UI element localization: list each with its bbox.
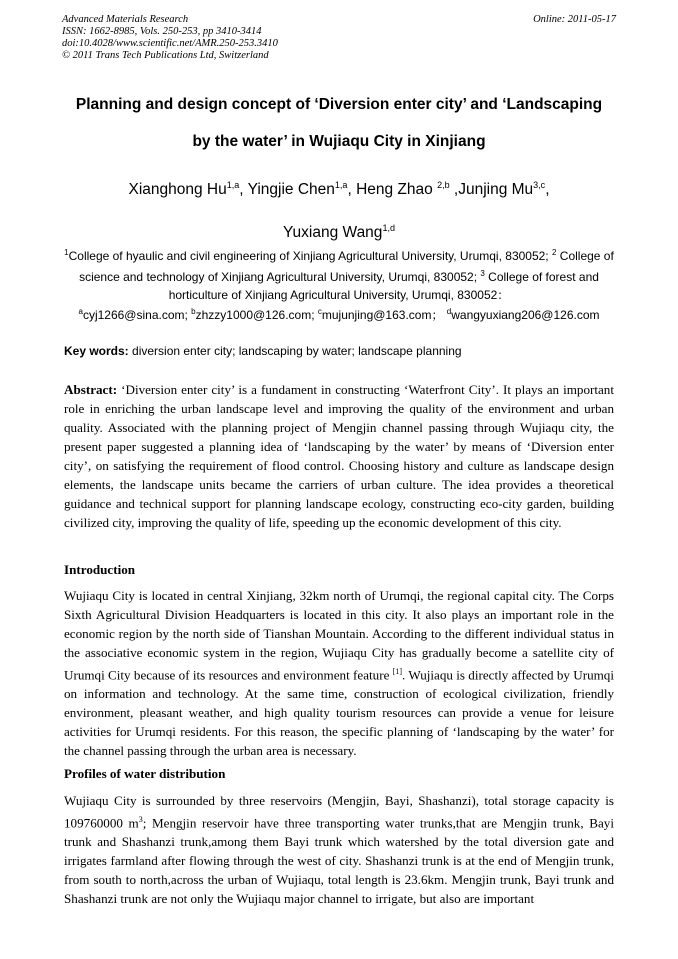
online-date: Online: 2011-05-17 <box>533 14 616 25</box>
copyright-line: © 2011 Trans Tech Publications Ltd, Switzerland <box>62 50 269 61</box>
issn-line: ISSN: 1662-8985, Vols. 250-253, pp 3410-3414 <box>62 26 262 37</box>
author-sep: , <box>347 181 357 199</box>
author-affil: 1,d <box>382 223 395 234</box>
author-name: Xianghong Hu <box>128 181 227 199</box>
email-list <box>55 304 623 323</box>
affiliations <box>55 244 623 304</box>
author-name: Junjing Mu <box>458 181 534 199</box>
email-sup: d <box>446 307 452 316</box>
citation-ref[interactable]: [1] <box>392 667 403 676</box>
author-affil: 1,a <box>226 180 240 190</box>
author-name: Yuxiang Wang <box>283 224 383 242</box>
email-sup: a <box>78 307 83 316</box>
introduction-heading: Introduction <box>64 562 136 577</box>
profiles-text-2: ; Mengjin reservoir have three transporting water trunks,that are Mengjin trunk, Bayi trunk and Shashanzi trunk,among them Bayi trunk which watershed by the total diversion gate and irrigates farmland after flowing through the west of city. Shashanzi trunk is at the end of Mengjin trunk, from south to north,across the urban of Wujiaqu, total length is 23.6km. Mengjin trunk, Bayi trunk and Shashanzi trunk are not only the Wujiaqu major channel to irrigate, but also are important <box>64 815 614 907</box>
author-list <box>50 166 628 252</box>
doi-line: doi:10.4028/www.scientific.net/AMR.250-253.3410 <box>62 38 278 49</box>
email-address[interactable]: cyj1266@sina.com; <box>82 308 192 322</box>
author-affil: 3,c <box>533 180 546 190</box>
email-address[interactable]: mujunjing@163.com； <box>321 308 447 322</box>
author-sep: , <box>239 181 248 199</box>
affil-text: College of science and technology of Xinjiang Agricultural University, Urumqi, 830052; <box>79 249 614 284</box>
email-address[interactable]: wangyuxiang206@126.com <box>451 308 600 322</box>
paper-title <box>50 86 628 160</box>
abstract-text: ‘Diversion enter city’ is a fundament in constructing ‘Waterfront City’. It plays an important role in enriching the urban landscape level and improving the quality of the environment and urban quality. Associated with the planning project of Mengjin channel passing through Wujiaqu city, the present paper suggested a planning idea of ‘landscaping by the water’ by means of ‘Diversion enter city’, on satisfying the requirement of flood control. Choosing history and culture as landscape design elements, the landscape units became the carriers of urban culture. The idea provides a theoretical guidance and technical support for planning landscape ecology, constructing eco-city garden, building civilized city, improving the quality of life, speeding up the economic development of this city. <box>64 382 614 530</box>
unit-exponent: 3 <box>138 815 143 824</box>
abstract <box>64 380 614 532</box>
journal-name: Advanced Materials Research <box>62 14 189 25</box>
affil-text: College of hyaulic and civil engineering of Xinjiang Agricultural University, Urumqi, 830052; <box>68 249 552 263</box>
author-sep: , <box>545 181 550 199</box>
email-address[interactable]: zhzzy1000@126.com; <box>195 308 318 322</box>
journal-header <box>62 14 616 62</box>
affil-text: College of forest and horticulture of Xinjiang Agricultural University, Urumqi, 830052： <box>168 270 599 302</box>
affil-sup: 1 <box>64 248 69 257</box>
intro-text-2: . Wujiaqu is directly affected by Urumqi on information and technology. At the same time, construction of ecological civilization, friendly environment, pleasant weather, and high quality tourism resources can provide a venue for leisure activities for Urumqi residents. For this reason, the specific planning of ‘landscaping by the water’ for the channel passing through the urban area is necessary. <box>64 667 614 759</box>
email-sup: b <box>191 307 196 316</box>
author-sep: , <box>449 181 459 199</box>
profiles-heading: Profiles of water distribution <box>64 766 226 781</box>
introduction-paragraph <box>64 586 614 760</box>
keywords <box>64 343 614 359</box>
title-line-1: Planning and design concept of ‘Diversion enter city’ and ‘Landscaping <box>75 96 603 113</box>
profiles-text-1: Wujiaqu City is surrounded by three reservoirs (Mengjin, Bayi, Shashanzi), total storage capacity is 109760000 m <box>64 793 614 831</box>
abstract-label: Abstract: <box>64 382 118 397</box>
authors-line-1 <box>50 166 628 209</box>
author-affil: 1,a <box>334 180 348 190</box>
email-sup: c <box>317 307 322 316</box>
affil-sup: 2 <box>551 248 557 257</box>
author-name: Heng Zhao <box>356 181 438 199</box>
keywords-label: Key words: <box>64 344 129 358</box>
author-affil: 2,b <box>437 180 450 190</box>
title-line-2: by the water’ in Wujiaqu City in Xinjiang <box>192 133 486 150</box>
keywords-text: diversion enter city; landscaping by water; landscape planning <box>128 344 462 358</box>
profiles-paragraph <box>64 791 614 908</box>
affil-sup: 3 <box>480 269 485 278</box>
intro-text-1: Wujiaqu City is located in central Xinjiang, 32km north of Urumqi, the regional capital city. The Corps Sixth Agricultural Division Headquarters is located in this city. It also plays an important role in the economic region by the north side of Tianshan Mountain. According to the different individual status in the associative economic system in the region, Wujiaqu City has gradually become a satellite city of Urumqi City because of its resources and environment feature <box>64 588 614 683</box>
author-name: Yingjie Chen <box>247 181 335 199</box>
